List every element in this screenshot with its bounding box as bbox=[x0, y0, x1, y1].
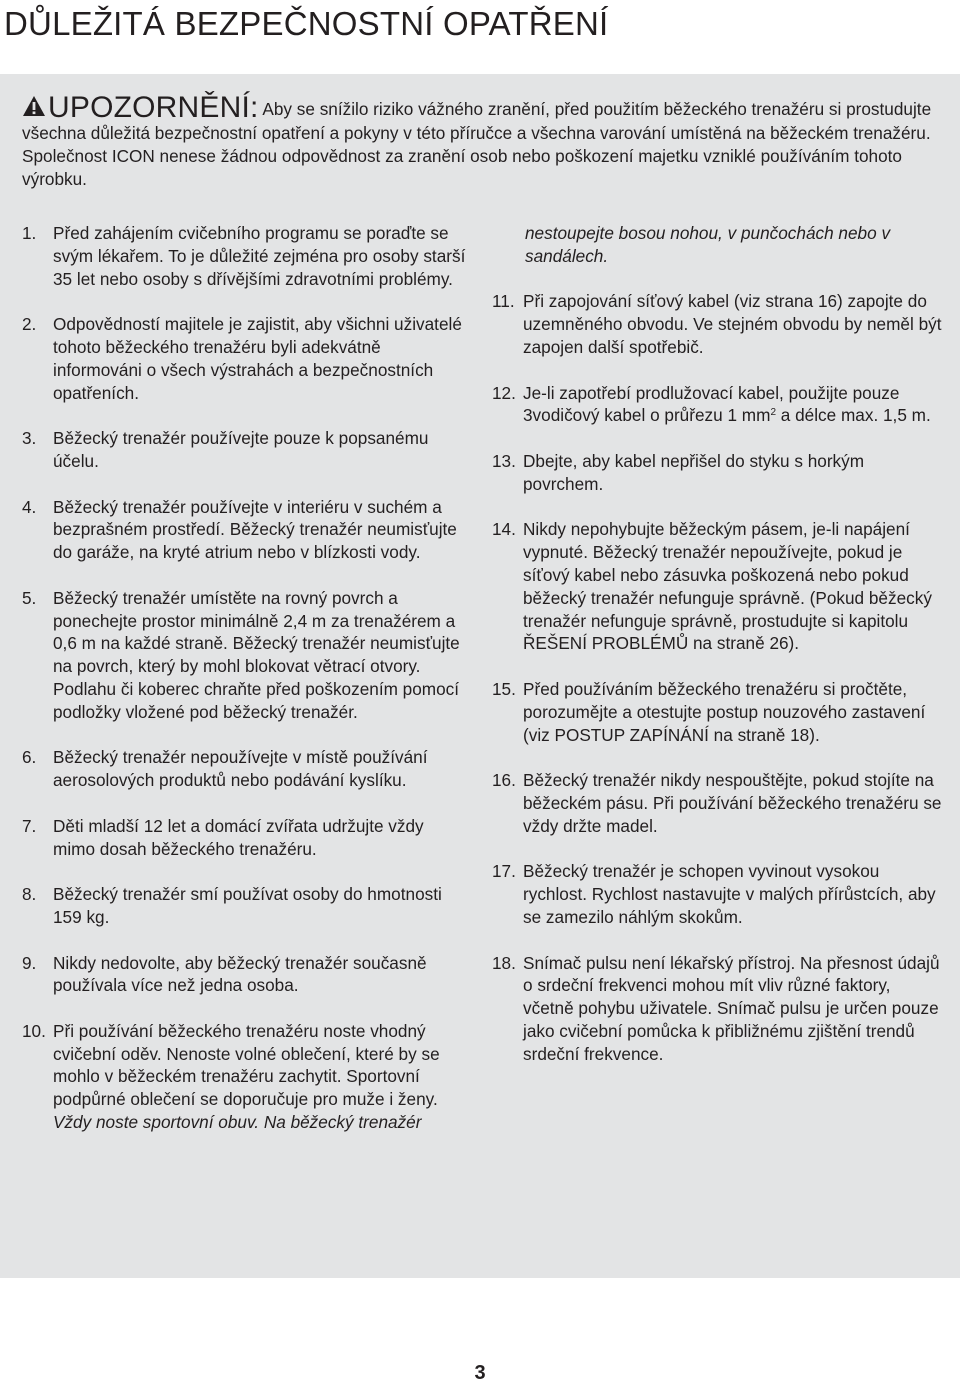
continued-italic-text: nestoupejte bosou nohou, v punčochách nebo v sandálech. bbox=[525, 223, 891, 266]
warning-block bbox=[22, 91, 940, 191]
list-item bbox=[492, 678, 942, 746]
item-text: Běžecký trenažér smí používat osoby do hmotnosti 159 kg. bbox=[53, 884, 442, 927]
safety-panel bbox=[0, 74, 960, 1278]
item-text: Běžecký trenažér používejte pouze k popsanému účelu. bbox=[53, 428, 429, 471]
item-text: Při používání běžeckého trenažéru noste vhodný cvičební oděv. Nenoste volné oblečení, které by se mohlo v běžeckém trenažéru zachytit. Sportovní podpůrné oblečení se doporučuje pro muže i ženy. bbox=[53, 1020, 440, 1110]
page-number: 3 bbox=[474, 1362, 486, 1384]
item-number: 2. bbox=[22, 314, 37, 335]
list-item bbox=[492, 382, 942, 428]
item-text: Před zahájením cvičebního programu se poraďte se svým lékařem. To je důležité zejména pro osoby starší 35 let nebo osoby s dřívějšími zdravotními problémy. bbox=[53, 223, 466, 289]
list-item bbox=[22, 883, 467, 929]
item-number: 6. bbox=[22, 747, 37, 768]
item-text: Při zapojování síťový kabel (viz strana 16) zapojte do uzemněného obvodu. Ve stejném obvodu by neměl být zapojen další spotřebič. bbox=[523, 291, 942, 357]
item-text: Běžecký trenažér nepoužívejte v místě používání aerosolových produktů nebo podávání kyslíku. bbox=[53, 747, 428, 791]
item-number: 4. bbox=[22, 496, 37, 517]
item-number: 16. bbox=[492, 770, 516, 791]
item-number: 18. bbox=[492, 952, 516, 973]
item-text: Běžecký trenažér je schopen vyvinout vysokou rychlost. Rychlost nastavujte v malých přírůstcích, aby se zamezilo náhlým skokům. bbox=[523, 861, 936, 927]
list-item bbox=[22, 587, 467, 724]
item-number: 12. bbox=[492, 382, 516, 403]
left-column bbox=[22, 222, 467, 1157]
item-text: Snímač pulsu není lékařský přístroj. Na přesnost údajů o srdeční frekvenci mohou mít vliv různé faktory, včetně pohybu uživatele. Snímač pulsu je určen pouze jako cvičební pomůcka k přibližnému zjištění trendů srdeční frekvence. bbox=[523, 952, 940, 1064]
item-text: Před používáním běžeckého trenažéru si pročtěte, porozumějte a otestujte postup nouzového zastavení (viz POSTUP ZAPÍNÁNÍ na straně 18). bbox=[523, 678, 926, 745]
warning-triangle-icon bbox=[22, 95, 46, 117]
item-number: 17. bbox=[492, 861, 516, 882]
list-item bbox=[492, 518, 942, 655]
list-item bbox=[492, 952, 942, 1066]
list-item bbox=[22, 222, 467, 290]
item-text: Běžecký trenažér nikdy nespouštějte, pokud stojíte na běžeckém pásu. Při používání běžeckého trenažéru se vždy držte madel. bbox=[523, 770, 942, 836]
list-item bbox=[22, 1020, 467, 1134]
list-item bbox=[492, 450, 942, 496]
list-item bbox=[22, 427, 467, 473]
item-text: Dbejte, aby kabel nepřišel do styku s horkým povrchem. bbox=[523, 450, 865, 494]
item-text: Nikdy nedovolte, aby běžecký trenažér současně používala více než jedna osoba. bbox=[53, 952, 427, 996]
item-text: Je-li zapotřebí prodlužovací kabel, použijte pouze 3vodičový kabel o průřezu 1 mm bbox=[523, 382, 900, 426]
item-text-wrapper bbox=[53, 1020, 467, 1134]
item-text: Běžecký trenažér používejte v interiéru v suchém a bezprašném prostředí. Běžecký trenažér neumisťujte do garáže, na kryté atrium nebo v blízkosti vody. bbox=[53, 496, 457, 563]
warning-heading: UPOZORNĚNÍ: bbox=[48, 91, 259, 124]
item-number: 9. bbox=[22, 952, 37, 973]
item-number: 1. bbox=[22, 223, 37, 243]
item-text: Odpovědností majitele je zajistit, aby všichni uživatelé tohoto běžeckého trenažéru byli adekvátně informováni o všech výstrahách a bezpečnostních opatřeních. bbox=[53, 314, 462, 403]
list-item bbox=[22, 313, 467, 404]
list-item bbox=[492, 290, 942, 358]
item-number: 5. bbox=[22, 587, 37, 608]
item-text: Nikdy nepohybujte běžeckým pásem, je-li napájení vypnuté. Běžecký trenažér nepoužívejte, pokud je síťový kabel nebo zásuvka poškozená nebo pokud běžecký trenažér nefunguje správně. (Pokud běžecký trenažér nefunguje správně, prostudujte si kapitolu ŘEŠENÍ PROBLÉMŮ na straně 26). bbox=[523, 519, 932, 654]
continued-text bbox=[492, 222, 942, 268]
page-title: DŮLEŽITÁ BEZPEČNOSTNÍ OPATŘENÍ bbox=[4, 5, 609, 42]
warning-text: Aby se snížilo riziko vážného zranění, před použitím běžeckého trenažéru si prostudujte všechna důležitá bezpečnostní opatření a pokyny v této příručce a všechna varování umístěná na běžeckém trenažéru. Společnost ICON nenese žádnou odpovědnost za zranění osob nebo poškození majetku vzniklé používáním tohoto výrobku. bbox=[22, 99, 932, 189]
list-item bbox=[22, 952, 467, 998]
item-text-end: a délce max. 1,5 m. bbox=[776, 405, 931, 426]
item-text: Děti mladší 12 let a domácí zvířata udržujte vždy mimo dosah běžeckého trenažéru. bbox=[53, 815, 424, 859]
list-item bbox=[492, 860, 942, 928]
item-number: 13. bbox=[492, 450, 516, 471]
list-item bbox=[492, 769, 942, 837]
item-number: 11. bbox=[492, 291, 515, 312]
superscript: 2 bbox=[770, 407, 776, 419]
item-number: 15. bbox=[492, 678, 516, 699]
list-item bbox=[22, 746, 467, 792]
list-item bbox=[22, 815, 467, 861]
item-text: Běžecký trenažér umístěte na rovný povrch a ponechejte prostor minimálně 2,4 m za trenažérem a 0,6 m na každé straně. Běžecký trenažér neumisťujte na povrch, který by mohl blokovat větrací otvory. Podlahu či koberec chraňte před poškozením pomocí podložky vložené pod běžecký trenažér. bbox=[53, 587, 460, 722]
item-number: 14. bbox=[492, 519, 516, 540]
item-text-wrapper bbox=[523, 382, 942, 428]
item-number: 10. bbox=[22, 1020, 46, 1041]
list-item bbox=[22, 496, 467, 564]
item-number: 7. bbox=[22, 815, 37, 836]
right-column bbox=[492, 222, 942, 1088]
item-text-italic: Vždy noste sportovní obuv. Na běžecký trenažér bbox=[53, 1112, 422, 1133]
item-number: 8. bbox=[22, 884, 37, 905]
item-number: 3. bbox=[22, 428, 37, 449]
